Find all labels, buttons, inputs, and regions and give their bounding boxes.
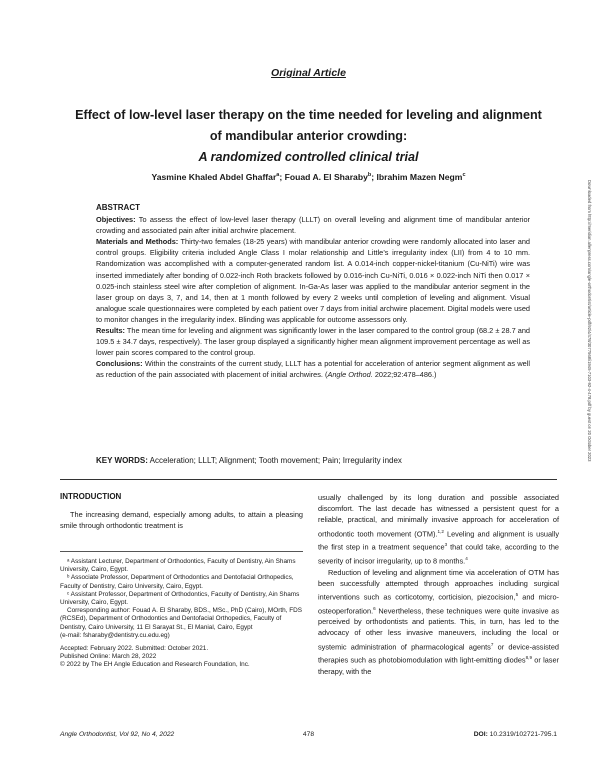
article-type-label: Original Article bbox=[271, 67, 346, 79]
author-3-affiliation: c bbox=[462, 172, 466, 179]
citation-ref: 8,9 bbox=[525, 655, 532, 661]
citation-ref: 6 bbox=[373, 605, 376, 611]
citation-ref: 3 bbox=[444, 542, 448, 548]
citation-ref: 4 bbox=[465, 555, 468, 561]
corresponding-author: Corresponding author: Fouad A. El Sharaby, BDS., MSc., PhD (Cairo), MOrth, FDS (RCSEd), Department of Orthodontics and Dentofacial Orthopedics, Faculty of Dentistry, Cairo University, 11 El Sarayat St., El Manial, Cairo, Egypt bbox=[60, 607, 303, 631]
intro-text: Nevertheless, these techniques were quite invasive as perceived by orthodontists and patients. This, in turn, has led to the advocacy of other less invasive maneuvers, including the local or systemic administration of pharmacological agents bbox=[318, 606, 559, 652]
citation-ref: 1,2 bbox=[437, 528, 444, 534]
keywords-label: KEY WORDS: bbox=[96, 456, 148, 465]
citation-journal: Angle Orthod. bbox=[327, 370, 373, 380]
author-1-affiliation: a bbox=[276, 172, 280, 179]
title-main: Effect of low-level laser therapy on the time needed for leveling and alignment of mandibular anterior crowding: bbox=[75, 108, 542, 143]
footer-journal: Angle Orthodontist, Vol 92, No 4, 2022 bbox=[60, 731, 175, 738]
corresponding-email: (e-mail: fsharaby@dentistry.cu.edu.eg) bbox=[60, 631, 170, 639]
section-divider bbox=[60, 479, 557, 480]
author-2: Fouad A. El Sharaby bbox=[284, 172, 368, 182]
abstract-objectives bbox=[96, 214, 530, 236]
introduction-heading: INTRODUCTION bbox=[60, 492, 122, 501]
intro-paragraph-2 bbox=[318, 567, 559, 678]
conclusions-text: Within the constraints of the current study, LLLT has a potential for acceleration of anterior segment alignment as well as reduction of the pain associated with placement of initial archwires. ( bbox=[96, 359, 530, 380]
accepted-date: Accepted: February 2022. Submitted: October 2021. bbox=[60, 645, 209, 653]
author-separator: ; bbox=[371, 172, 377, 182]
footnote-a: ᵃ Assistant Lecturer, Department of Orthodontics, Faculty of Dentistry, Ain Shams University, Cairo, Egypt. bbox=[60, 558, 296, 574]
intro-paragraph-1 bbox=[318, 492, 559, 567]
abstract-conclusions bbox=[96, 358, 530, 380]
article-title bbox=[70, 105, 547, 168]
author-1: Yasmine Khaled Abdel Ghaffar bbox=[151, 172, 277, 182]
citation-rest: 2022;92:478–486.) bbox=[372, 370, 437, 380]
objectives-text: To assess the effect of low-level laser therapy (LLLT) on overall leveling and alignment time of mandibular anterior crowding and associated pain after initial archwire placement. bbox=[96, 215, 530, 236]
doi-label: DOI: bbox=[473, 731, 488, 738]
author-2-affiliation: b bbox=[367, 172, 372, 179]
copyright-notice: © 2022 by The EH Angle Education and Research Foundation, Inc. bbox=[60, 661, 250, 669]
keywords bbox=[96, 456, 530, 465]
methods-text: Thirty-two females (18-25 years) with mandibular anterior crowding were randomly allocated into laser and control groups. Eligibility criteria included Angle Class I molar relationship and Little’s irregularity index (LII) from 4 to 10 mm. Randomization was accomplished with a computer-generated random list. A 0.014-inch copper-nickel-titanium (Cu-NiTi) wire was inserted immediately after bonding of 0.022-inch Roth brackets followed by 0.016-inch Cu-NiTi, 0.016 × 0.022-inch NiTi then 0.017 × 0.025-inch stainless steel wire after completion of alignment. In-Ga-As laser was applied to the mandibular anterior segment in the laser group on days 3, 7, and 14, then at 1 month followed by every 2 weeks until completion of leveling and alignment. Visual analogue scale questionnaires were completed by each patient over 7 days from initial archwire placement. Digital models were used to monitor changes in the irregularity index. Blinding was applicable for outcome assessors only. bbox=[96, 237, 530, 324]
author-3: Ibrahim Mazen Negm bbox=[376, 172, 463, 182]
title-subtitle: A randomized controlled clinical trial bbox=[198, 150, 419, 164]
intro-text: that could take, according to the severity of incisor irregularity, up to 8 months. bbox=[318, 542, 559, 566]
published-date: Published Online: March 28, 2022 bbox=[60, 653, 157, 661]
footnotes bbox=[60, 551, 303, 670]
download-stamp bbox=[584, 180, 592, 740]
doi-value: 10.2319/102721-795.1 bbox=[487, 731, 557, 738]
intro-text: Reduction of leveling and alignment time via acceleration of OTM has been successfully attempted through approaches including surgical interventions such as corticotomy, corticision, piezocision, bbox=[318, 567, 559, 602]
page-footer bbox=[60, 731, 557, 743]
footer-doi bbox=[474, 731, 557, 738]
citation-ref: 7 bbox=[490, 641, 494, 647]
citation-ref: 5 bbox=[515, 591, 519, 597]
results-label: Results: bbox=[96, 326, 125, 336]
abstract-methods bbox=[96, 236, 530, 325]
author-list bbox=[60, 172, 557, 182]
footnote-b: ᵇ Associate Professor, Department of Orthodontics and Dentofacial Orthopedics, Faculty of Dentistry, Cairo University, Cairo, Egypt. bbox=[60, 574, 294, 590]
conclusions-label: Conclusions: bbox=[96, 359, 143, 369]
results-text: The mean time for leveling and alignment was significantly lower in the laser compared to the control group (68.2 ± 28.7 and 109.5 ± 34.7 days, respectively). The laser group displayed a significantly higher mean alignment improvement percentage as well as lower pain scores compared to the control group. bbox=[96, 326, 530, 358]
footer-page-number: 478 bbox=[302, 731, 315, 738]
intro-text: Leveling and alignment is usually the first step in a treatment sequence bbox=[318, 529, 559, 552]
methods-label: Materials and Methods: bbox=[96, 237, 179, 247]
abstract-results bbox=[96, 325, 530, 358]
abstract-heading: ABSTRACT bbox=[96, 203, 140, 212]
footnote-c: ᶜ Assistant Professor, Department of Orthodontics, Faculty of Dentistry, Ain Shams University, Cairo, Egypt. bbox=[60, 590, 300, 607]
left-column bbox=[60, 492, 303, 531]
intro-text: and micro-osteoperforation. bbox=[318, 592, 559, 616]
intro-text: or device-assisted therapies such as photobiomodulation with light-emitting diodes bbox=[318, 642, 559, 665]
intro-text: usually challenged by its long duration and possible associated discomfort. The last decade has witnessed a persistent quest for a reliable, practical, and minimally invasive approach for acceleration of orthodontic tooth movement (OTM). bbox=[318, 493, 559, 539]
intro-text: or laser therapy, with the bbox=[318, 655, 560, 676]
download-stamp-text: Downloaded from http://meridian.allenpress.com/angle-orthodontist/article-pdf/92/4/478/3077568/i1945-7103-92-4-478.pdf by guest on 20 October 2023 bbox=[587, 180, 592, 462]
right-column bbox=[318, 492, 559, 677]
intro-paragraph-start: The increasing demand, especially among adults, to attain a pleasing smile through orthodontic treatment is bbox=[60, 510, 303, 531]
author-separator: ; bbox=[279, 172, 285, 182]
objectives-label: Objectives: bbox=[96, 215, 136, 225]
keywords-text: Acceleration; LLLT; Alignment; Tooth movement; Pain; Irregularity index bbox=[147, 456, 402, 465]
abstract bbox=[96, 202, 530, 381]
